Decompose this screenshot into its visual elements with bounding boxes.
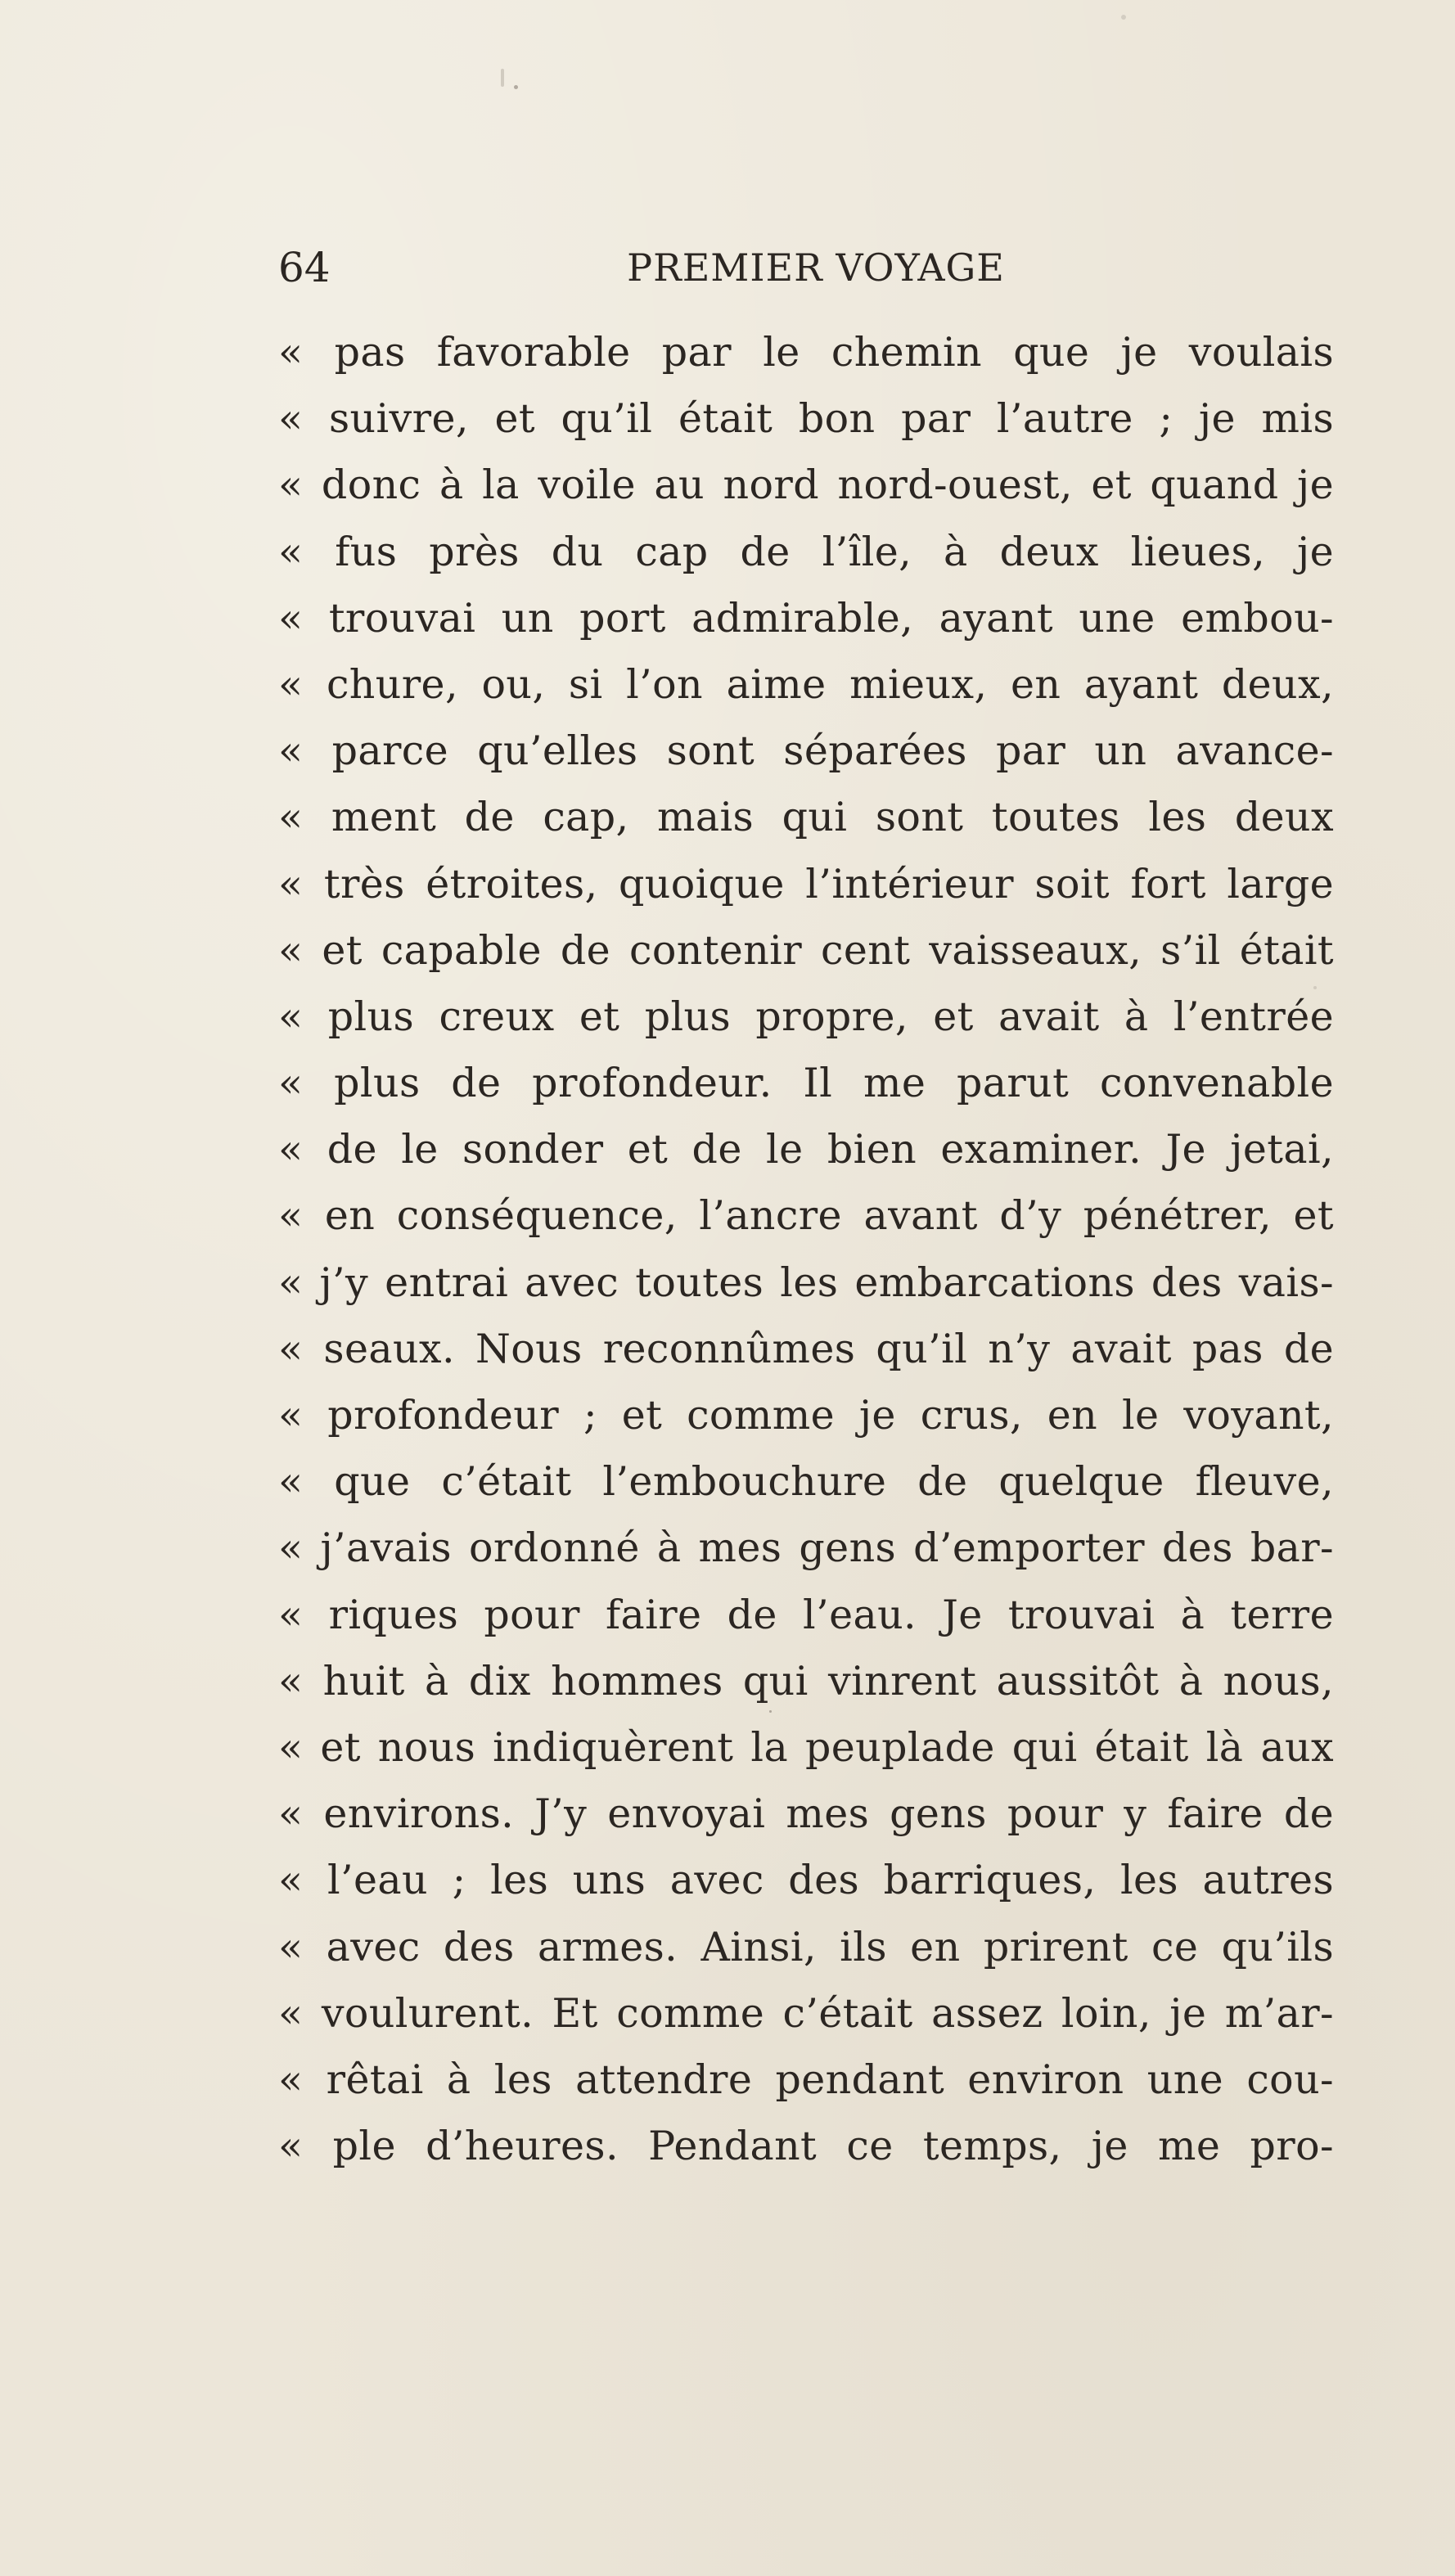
- text-line: « suivre, et qu’il était bon par l’autre ; je mis: [278, 395, 1334, 443]
- text-line: « et capable de contenir cent vaisseaux, s’il était: [278, 926, 1334, 974]
- text-line: « avec des armes. Ainsi, ils en prirent ce qu’ils: [278, 1923, 1334, 1970]
- page-number: 64: [278, 244, 331, 291]
- paper-speck: [514, 85, 518, 89]
- text-line: « ment de cap, mais qui sont toutes les deux: [278, 794, 1334, 841]
- text-line: « seaux. Nous reconnûmes qu’il n’y avait pas de: [278, 1325, 1334, 1372]
- text-line: « l’eau ; les uns avec des barriques, les autres: [278, 1857, 1334, 1904]
- text-line: « et nous indiquèrent la peuplade qui était là aux: [278, 1723, 1334, 1771]
- text-line: « fus près du cap de l’île, à deux lieues, je: [278, 528, 1334, 575]
- text-line: « riques pour faire de l’eau. Je trouvai à terre: [278, 1591, 1334, 1638]
- text-line: « en conséquence, l’ancre avant d’y pénétrer, et: [278, 1192, 1334, 1240]
- text-line: « huit à dix hommes qui vinrent aussitôt à nous,: [278, 1657, 1334, 1705]
- body-text: [278, 319, 1334, 2179]
- text-line: « profondeur ; et comme je crus, en le voyant,: [278, 1392, 1334, 1439]
- text-line: « environs. J’y envoyai mes gens pour y faire de: [278, 1790, 1334, 1838]
- text-line: « ple d’heures. Pendant ce temps, je me pro-: [278, 2123, 1334, 2170]
- text-line: « donc à la voile au nord nord-ouest, et quand je: [278, 462, 1334, 509]
- paper-speck: [1121, 15, 1126, 20]
- text-line: « de le sonder et de le bien examiner. Je jetai,: [278, 1126, 1334, 1173]
- text-line: « pas favorable par le chemin que je voulais: [278, 329, 1334, 376]
- text-line: « j’avais ordonné à mes gens d’emporter des bar-: [278, 1524, 1334, 1572]
- text-line: « voulurent. Et comme c’était assez loin, je m’ar-: [278, 1989, 1334, 2037]
- text-line: « parce qu’elles sont séparées par un avance-: [278, 727, 1334, 775]
- text-line: « que c’était l’embouchure de quelque fleuve,: [278, 1458, 1334, 1506]
- text-line: « chure, ou, si l’on aime mieux, en ayant deux,: [278, 660, 1334, 708]
- paper-speck: [501, 69, 504, 87]
- running-head: PREMIER VOYAGE: [627, 245, 1005, 290]
- text-line: « trouvai un port admirable, ayant une embou-: [278, 594, 1334, 642]
- text-line: « plus de profondeur. Il me parut convenable: [278, 1060, 1334, 1107]
- text-line: « j’y entrai avec toutes les embarcations des vais-: [278, 1259, 1334, 1306]
- text-line: « rêtai à les attendre pendant environ une cou-: [278, 2056, 1334, 2103]
- text-line: « très étroites, quoique l’intérieur soit fort large: [278, 860, 1334, 907]
- text-line: « plus creux et plus propre, et avait à l’entrée: [278, 993, 1334, 1040]
- page-header: [278, 239, 1334, 296]
